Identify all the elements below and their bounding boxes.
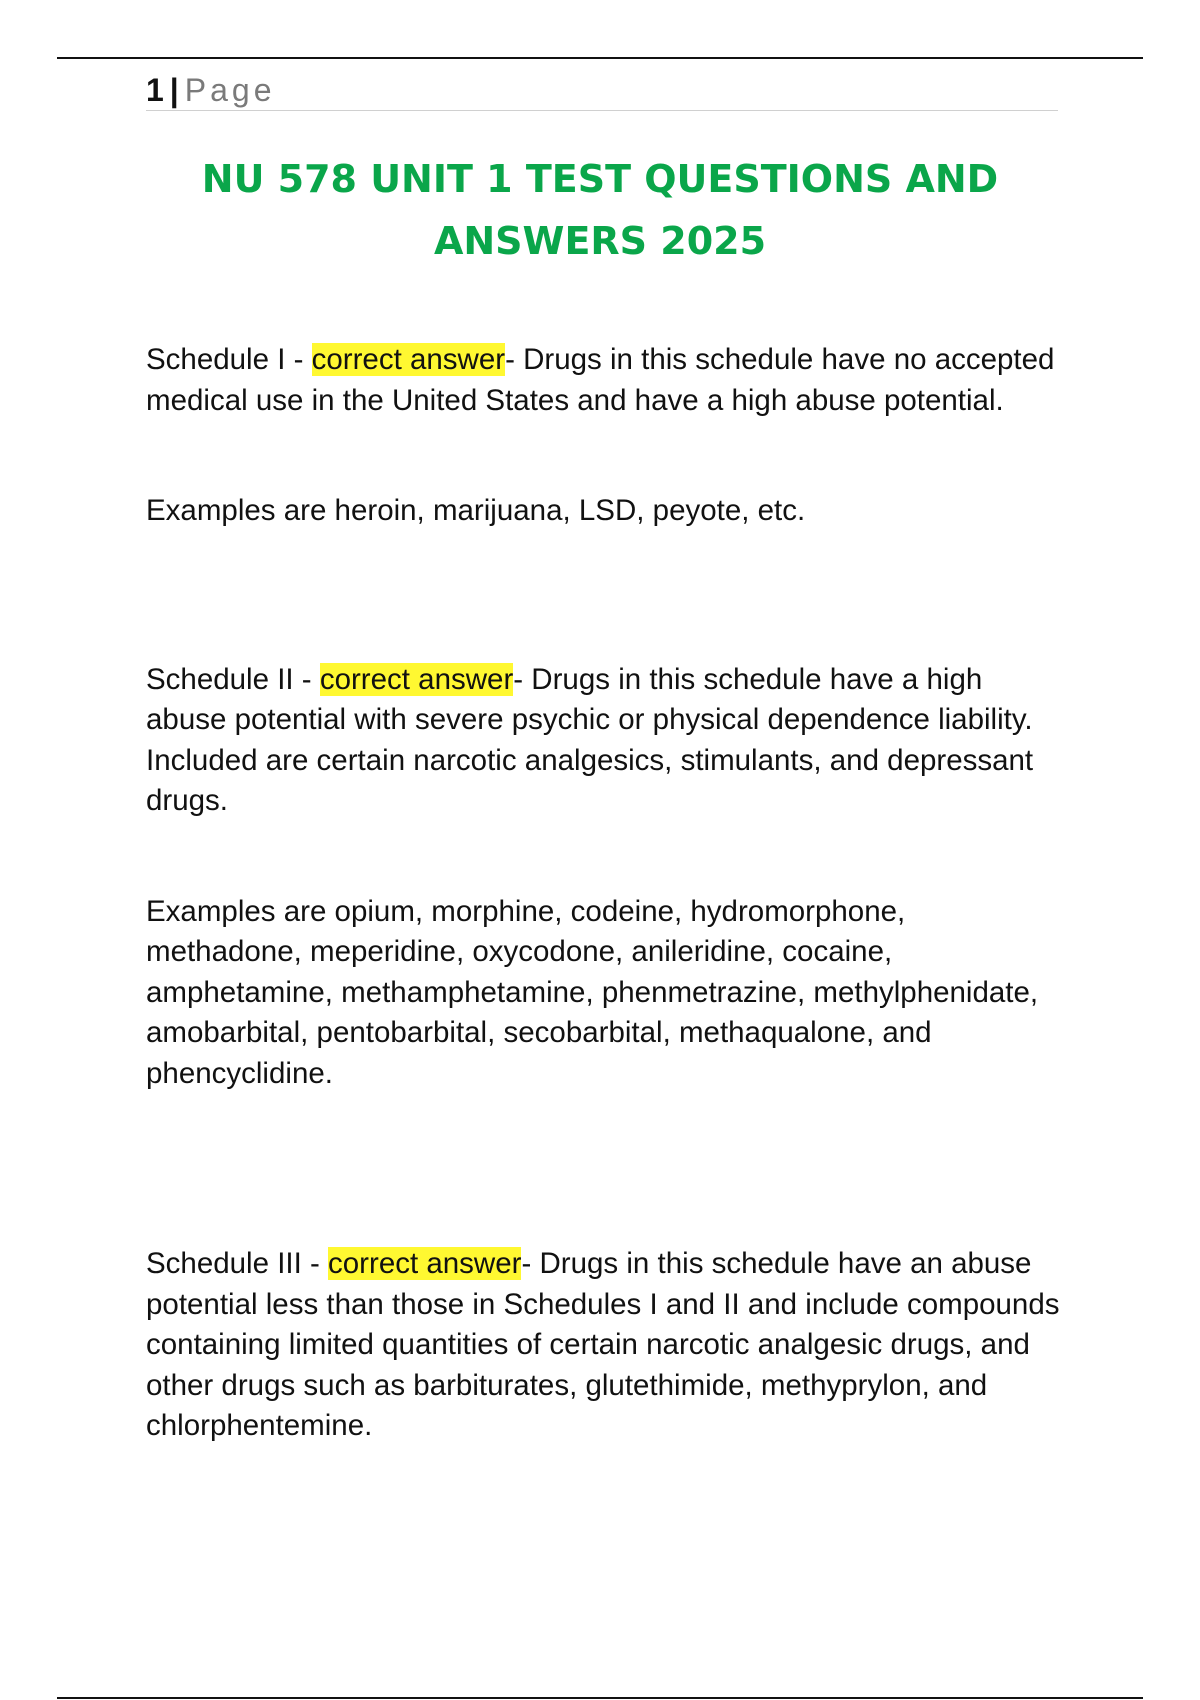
entry-definition: - Drugs in this schedule have an abuse potential less than those in Schedules I and II and include compounds containing limited quantities of certain narcotic analgesic drugs, and other drugs such as barbiturates, glutethimide, methyprylon, and chlorphentemine. [146, 1247, 1060, 1442]
top-rule [57, 57, 1143, 59]
page-header [146, 70, 1058, 111]
answer-label-highlight: correct answer [311, 343, 506, 376]
entry-definition: - Drugs in this schedule have a high abuse potential with severe psychic or physical dependence liability. Included are certain narcotic analgesics, stimulants, and depressant drugs. [146, 662, 1034, 817]
entry-term: Schedule I - [146, 343, 312, 376]
entry-schedule-3 [146, 1244, 1066, 1447]
document-title [100, 148, 1100, 272]
page-label: Page [184, 72, 276, 108]
entry-examples-schedule-2: Examples are opium, morphine, codeine, hydromorphone, methadone, meperidine, oxycodone, anileridine, cocaine, amphetamine, methamphetamine, phenmetrazine, methylphenidate, amobarbital, pentobarbital, secobarbital, methaqualone, and phencyclidine. [146, 894, 1039, 1090]
entry-examples-schedule-1: Examples are heroin, marijuana, LSD, peyote, etc. [146, 494, 806, 527]
entry-definition: - Drugs in this schedule have no accepted medical use in the United States and have a high abuse potential. [146, 343, 1055, 417]
document-title-line-2: ANSWERS 2025 [433, 219, 767, 263]
entry-term: Schedule II - [146, 662, 320, 696]
page-separator: | [169, 72, 179, 108]
answer-label-highlight: correct answer [328, 1247, 522, 1280]
entry-schedule-1 [146, 340, 1066, 421]
document-title-line-1: NU 578 UNIT 1 TEST QUESTIONS AND [201, 157, 999, 201]
entry-term: Schedule III - [146, 1247, 329, 1280]
entry-schedule-2 [146, 660, 1066, 822]
page-number: 1 [146, 72, 164, 108]
bottom-rule [57, 1697, 1143, 1699]
document-body [146, 340, 1066, 1447]
answer-label-highlight: correct answer [319, 662, 514, 696]
